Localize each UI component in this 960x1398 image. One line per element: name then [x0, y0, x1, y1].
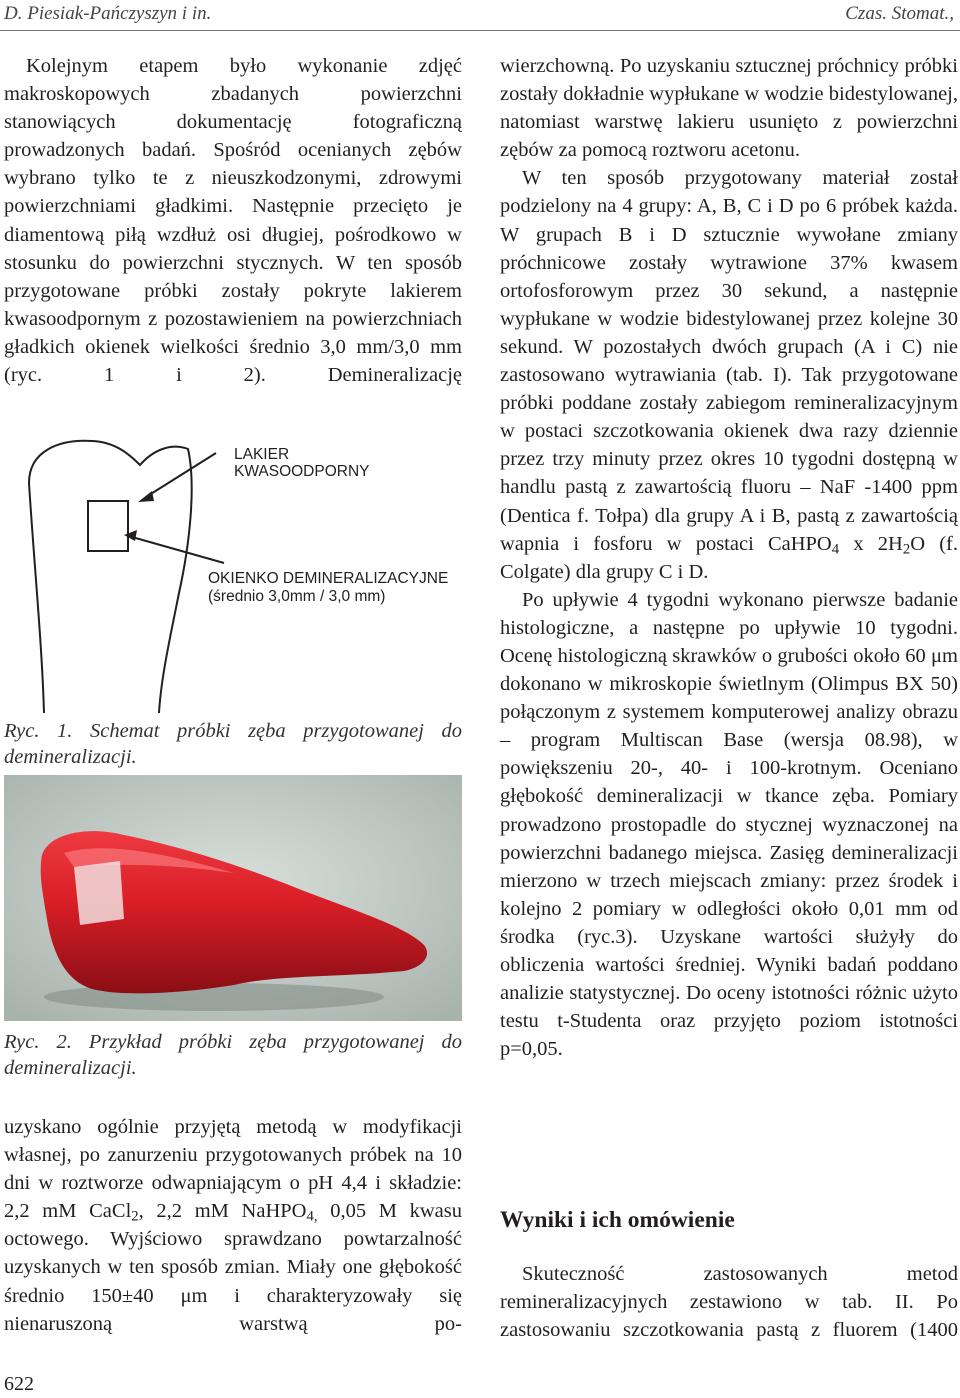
text-segment: uzyskano ogólnie przyjętą metodą w modyfikacji własnej, po zanurzeniu przygotowanych próbek na 10 dni w roztworze odwapniającym o pH 4,4 i składzie: 2,2 mM CaCl [4, 1116, 462, 1223]
figure-1-schematic [4, 413, 462, 713]
arrow-head-varnish [138, 491, 154, 502]
figure-2-photo [4, 775, 462, 1021]
subscript: 2 [902, 541, 911, 558]
paragraph-methods: Kolejnym etapem było wykonanie zdjęć makroskopowych zbadanych powierzchni stanowiących dokumentację fotograficzną prowadzonych badań. Spośród ocenianych zębów wybrano tylko te z nieuszkodzonymi, zdrowymi powierzchniami gładkimi. Następnie przecięto je diamentową piłą wzdłuż osi długiej, pośrodkowo w stosunku do powierzchni stycznych. W ten sposób przygotowane próbki zostały pokryte lakierem kwasoodpornym z pozostawieniem na powierzchniach gładkich okienek wielkości średnio 3,0 mm/3,0 mm (ryc. 1 i 2). Demineralizację [4, 55, 462, 387]
paragraph-histology: Po upływie 4 tygodni wykonano pierwsze badanie histologiczne, a następne po upływie 10 tygodni. Ocenę histologiczną skrawków o grubości około 60 μm dokonano w mikroskopie świetlnym (Olimpus BX 50) połączonym z systemem komputerowej analizy obrazu – program Multiscan Base (wersja 08.98), w powiększeniu 20-, 40- i 100-krotnym. Oceniano głębokość demineralizacji w tkance zęba. Pomiary prowadzono prostopadle do stycznej wyznaczonej na powierzchni badanego miejsca. Zasięg demineralizacji mierzono w trzech miejscach zmiany: przez środek i kolejno 2 pomiary w odległości około 0,01 mm od środka (ryc.3). Uzyskane wartości służyły do obliczenia wartości średniej. Wyniki badań poddano analizie statystycznej. Do oceny istotności różnic użyto testu t-Studenta oraz przyjęto poziom istotności p=0,05. [500, 588, 958, 1061]
paragraph-cleaning: wierzchowną. Po uzyskaniu sztucznej próchnicy próbki zostały dokładnie wypłukane w wodzie bidestylowanej, natomiast warstwę lakieru usunięto z powierzchni zębów za pomocą roztworu acetonu. [500, 55, 958, 162]
header-journal: Czas. Stomat., [845, 3, 954, 24]
label-varnish-line2: KWASOODPORNY [234, 463, 370, 480]
label-window-line1: OKIENKO DEMINERALIZACYJNE [208, 570, 449, 587]
right-column [500, 52, 958, 1063]
subscript: 4, [306, 1208, 318, 1225]
paragraph-results: Skuteczność zastosowanych metod remineralizacyjnych zestawiono w tab. II. Po zastosowaniu szczotkowania pastą z fluorem (1400 [500, 1263, 958, 1342]
header-authors: D. Piesiak-Pańczyszyn i in. [4, 3, 212, 24]
tooth-schematic-drawing [4, 413, 462, 713]
subscript: 2 [131, 1208, 139, 1225]
subscript: 4 [831, 541, 840, 558]
running-header [0, 0, 960, 31]
paragraph-demineralization [4, 1113, 462, 1338]
figure-2-caption: Ryc. 2. Przykład próbki zęba przygotowanej do demineralizacji. [4, 1031, 462, 1079]
left-column-bottom [4, 1113, 462, 1338]
figure-1-caption: Ryc. 1. Schemat próbki zęba przygotowanej do demineralizacji. [4, 720, 462, 768]
demineralization-window [88, 501, 128, 551]
text-segment: 0,05 M kwasu octowego. Wyjściowo sprawdzano powtarzalność uzyskanych w ten sposób zmian. Miały one głębokość średnio 150±40 μm i charakteryzowały się nienaruszoną warstwą po- [4, 1200, 462, 1335]
text-segment: W ten sposób przygotowany materiał został podzielony na 4 grupy: A, B, C i D po 6 próbek każda. W grupach B i D sztucznie wywołane zmiany próchnicowe zostały wytrawione 37% kwasem ortofosforowym przez 30 sekund, a następnie wypłukane w wodzie bidestylowanej przez kolejne 30 sekund. W pozostałych dwóch grupach (A i C) nie zastosowano wytrawiania (tab. I). Tak przygotowane próbki poddane zostały zabiegom remineralizacyjnym w postaci szczotkowania okienek dwa razy dziennie przez trzy minuty przez okres 10 tygodni dostępną w handlu pastą z zawartością fluoru – NaF -1400 ppm (Dentica f. Tołpa) dla grupy A i B, pastą z zawartością wapnia i fosforu w postaci CaHPO [500, 167, 958, 555]
paragraph-groups [500, 164, 958, 585]
label-varnish-line1: LAKIER [234, 446, 290, 463]
page-number: 622 [4, 1373, 34, 1395]
text-segment: x 2H [839, 532, 903, 555]
right-column-bottom [500, 1260, 958, 1344]
label-window-line2: (średnio 3,0mm / 3,0 mm) [208, 588, 386, 605]
left-column-top [4, 52, 462, 389]
tooth-sample-photo [4, 775, 462, 1021]
section-heading: Wyniki i ich omówienie [500, 1207, 735, 1233]
tooth-outline [29, 441, 192, 713]
text-segment: , 2,2 mM NaHPO [138, 1200, 307, 1223]
text-segment: O (f. Colgate) dla grupy C i D. [500, 532, 958, 583]
arrow-head-window [124, 530, 137, 541]
arrow-line-window [132, 537, 224, 563]
arrow-line-varnish [146, 453, 216, 497]
exposed-window [74, 861, 124, 925]
